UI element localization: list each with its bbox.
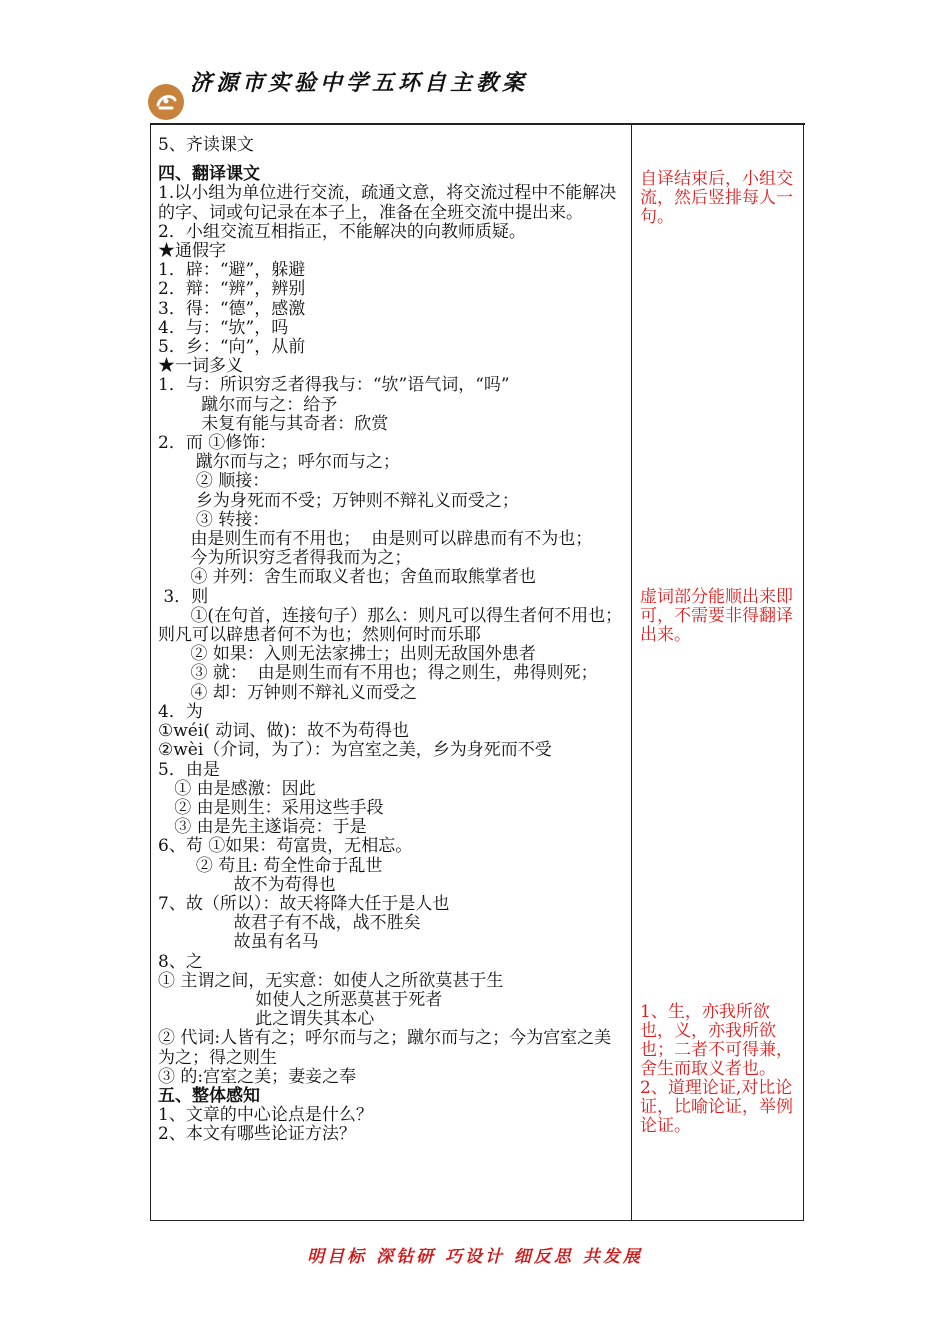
content-line: ②wèi（介词，为了）：为宫室之美，乡为身死而不受 bbox=[158, 740, 552, 761]
lesson-content bbox=[158, 136, 624, 1145]
content-line: ② 由是则生：采用这些手段 bbox=[158, 797, 384, 818]
content-line: 故虽有名马 bbox=[158, 932, 319, 953]
content-line: 此之谓失其本心 bbox=[158, 1009, 375, 1030]
section-heading: 五、整体感知 bbox=[158, 1085, 260, 1106]
content-line: 1.以小组为单位进行交流，疏通文意，将交流过程中不能解决的字、词或句记录在本子上，准备在全班交流中提出来。 bbox=[158, 183, 617, 223]
content-line: 由是则生而有不用也； 由是则可以辟患而有不为也； bbox=[158, 529, 593, 550]
content-line: 5．乡：“向”，从前 bbox=[158, 337, 306, 358]
content-line: 8、之 bbox=[158, 951, 203, 972]
margin-note-answers bbox=[640, 1003, 795, 1136]
content-line: ③ 由是先主遂诣亮：于是 bbox=[158, 817, 367, 838]
content-line: 1、文章的中心论点是什么？ bbox=[158, 1105, 373, 1126]
content-line: 未复有能与其奇者：欣赏 bbox=[158, 413, 389, 434]
content-line: 故不为苟得也 bbox=[158, 874, 336, 895]
content-line: ① 主谓之间，无实意：如使人之所欲莫甚于生 bbox=[158, 970, 504, 991]
content-line: 今为所识穷乏者得我而为之； bbox=[158, 548, 412, 569]
margin-note-answer-2: 2、道理论证,对比论证，比喻论证，举例论证。 bbox=[640, 1078, 793, 1136]
content-line: ④ 并列：舍生而取义者也；舍鱼而取熊掌者也 bbox=[158, 567, 536, 588]
margin-note-function-words: 虚词部分能顺出来即可，不需要非得翻译出来。 bbox=[640, 587, 793, 645]
content-line: 2．小组交流互相指正，不能解决的向教师质疑。 bbox=[158, 221, 526, 242]
margin-note-translation: 自译结束后，小组交流，然后竖排每人一句。 bbox=[640, 169, 793, 227]
content-line: ② 顺接： bbox=[158, 471, 270, 492]
content-line: 乡为身死而不受；万钟则不辩礼义而受之； bbox=[158, 490, 519, 511]
margin-note-answer-1: 1、生，亦我所欲也，义，亦我所欲也；二者不可得兼，舍生而取义者也。 bbox=[640, 1002, 793, 1079]
content-line: 2、本文有哪些论证方法？ bbox=[158, 1124, 356, 1145]
content-line: ① 由是感激：因此 bbox=[158, 778, 316, 799]
content-line: ③ 的:宫室之美；妻妾之奉 bbox=[158, 1066, 357, 1087]
content-line: ② 苟且: 苟全性命于乱世 bbox=[158, 855, 383, 876]
content-line: 2．而 ①修饰： bbox=[158, 433, 277, 454]
content-line: 蹴尔而与之：给予 bbox=[158, 394, 338, 415]
content-line: 6、苟 ①如果：苟富贵，无相忘。 bbox=[158, 836, 413, 857]
section-heading: 四、翻译课文 bbox=[158, 164, 260, 185]
content-line: ② 如果：入则无法家拂士；出则无敌国外患者 bbox=[158, 644, 536, 665]
content-line: 故君子有不战，战不胜矣 bbox=[158, 913, 421, 934]
content-line: 5、齐读课文 bbox=[158, 135, 254, 155]
school-logo bbox=[148, 84, 184, 120]
content-line: 3．得：“德”，感激 bbox=[158, 298, 306, 319]
content-line: ①(在句首，连接句子）那么：则凡可以得生者何不用也；则凡可以辟患者何不为也；然则何时而乐耶 bbox=[158, 605, 623, 646]
content-line: ③ 就： 由是则生而有不用也；得之则生，弗得则死； bbox=[158, 663, 598, 684]
footer-motto: 明目标 深钻研 巧设计 细反思 共发展 bbox=[307, 1247, 643, 1267]
content-line: 1．与：所识穷乏者得我与：“欤”语气词，“吗” bbox=[158, 375, 510, 396]
content-line: 如使人之所恶莫甚于死者 bbox=[158, 989, 443, 1010]
content-line: ④ 却：万钟则不辩礼义而受之 bbox=[158, 682, 417, 703]
content-line: ② 代词:人皆有之；呼尔而与之；蹴尔而与之；今为宫室之美为之；得之则生 bbox=[158, 1028, 612, 1068]
content-line: ★通假字 bbox=[158, 241, 226, 262]
content-line: 4．为 bbox=[158, 701, 203, 722]
content-line: ①wéi( 动词、做)：故不为苟得也 bbox=[158, 721, 409, 742]
content-line: 1．辟：“避”，躲避 bbox=[158, 260, 306, 281]
content-line: 7、故（所以）：故天将降大任于是人也 bbox=[158, 893, 450, 914]
content-line: 4．与：“欤”，吗 bbox=[158, 317, 289, 338]
content-line: 2．辩：“辨”，辨别 bbox=[158, 279, 306, 300]
content-line: 3．则 bbox=[158, 586, 209, 607]
header-title: 济源市实验中学五环自主教案 bbox=[190, 70, 529, 96]
content-line: 5．由是 bbox=[158, 759, 220, 780]
content-line: 蹴尔而与之；呼尔而与之； bbox=[158, 452, 400, 473]
content-line: ★一词多义 bbox=[158, 356, 243, 377]
content-line: ③ 转接： bbox=[158, 509, 270, 530]
logo-mark-icon bbox=[152, 88, 180, 116]
